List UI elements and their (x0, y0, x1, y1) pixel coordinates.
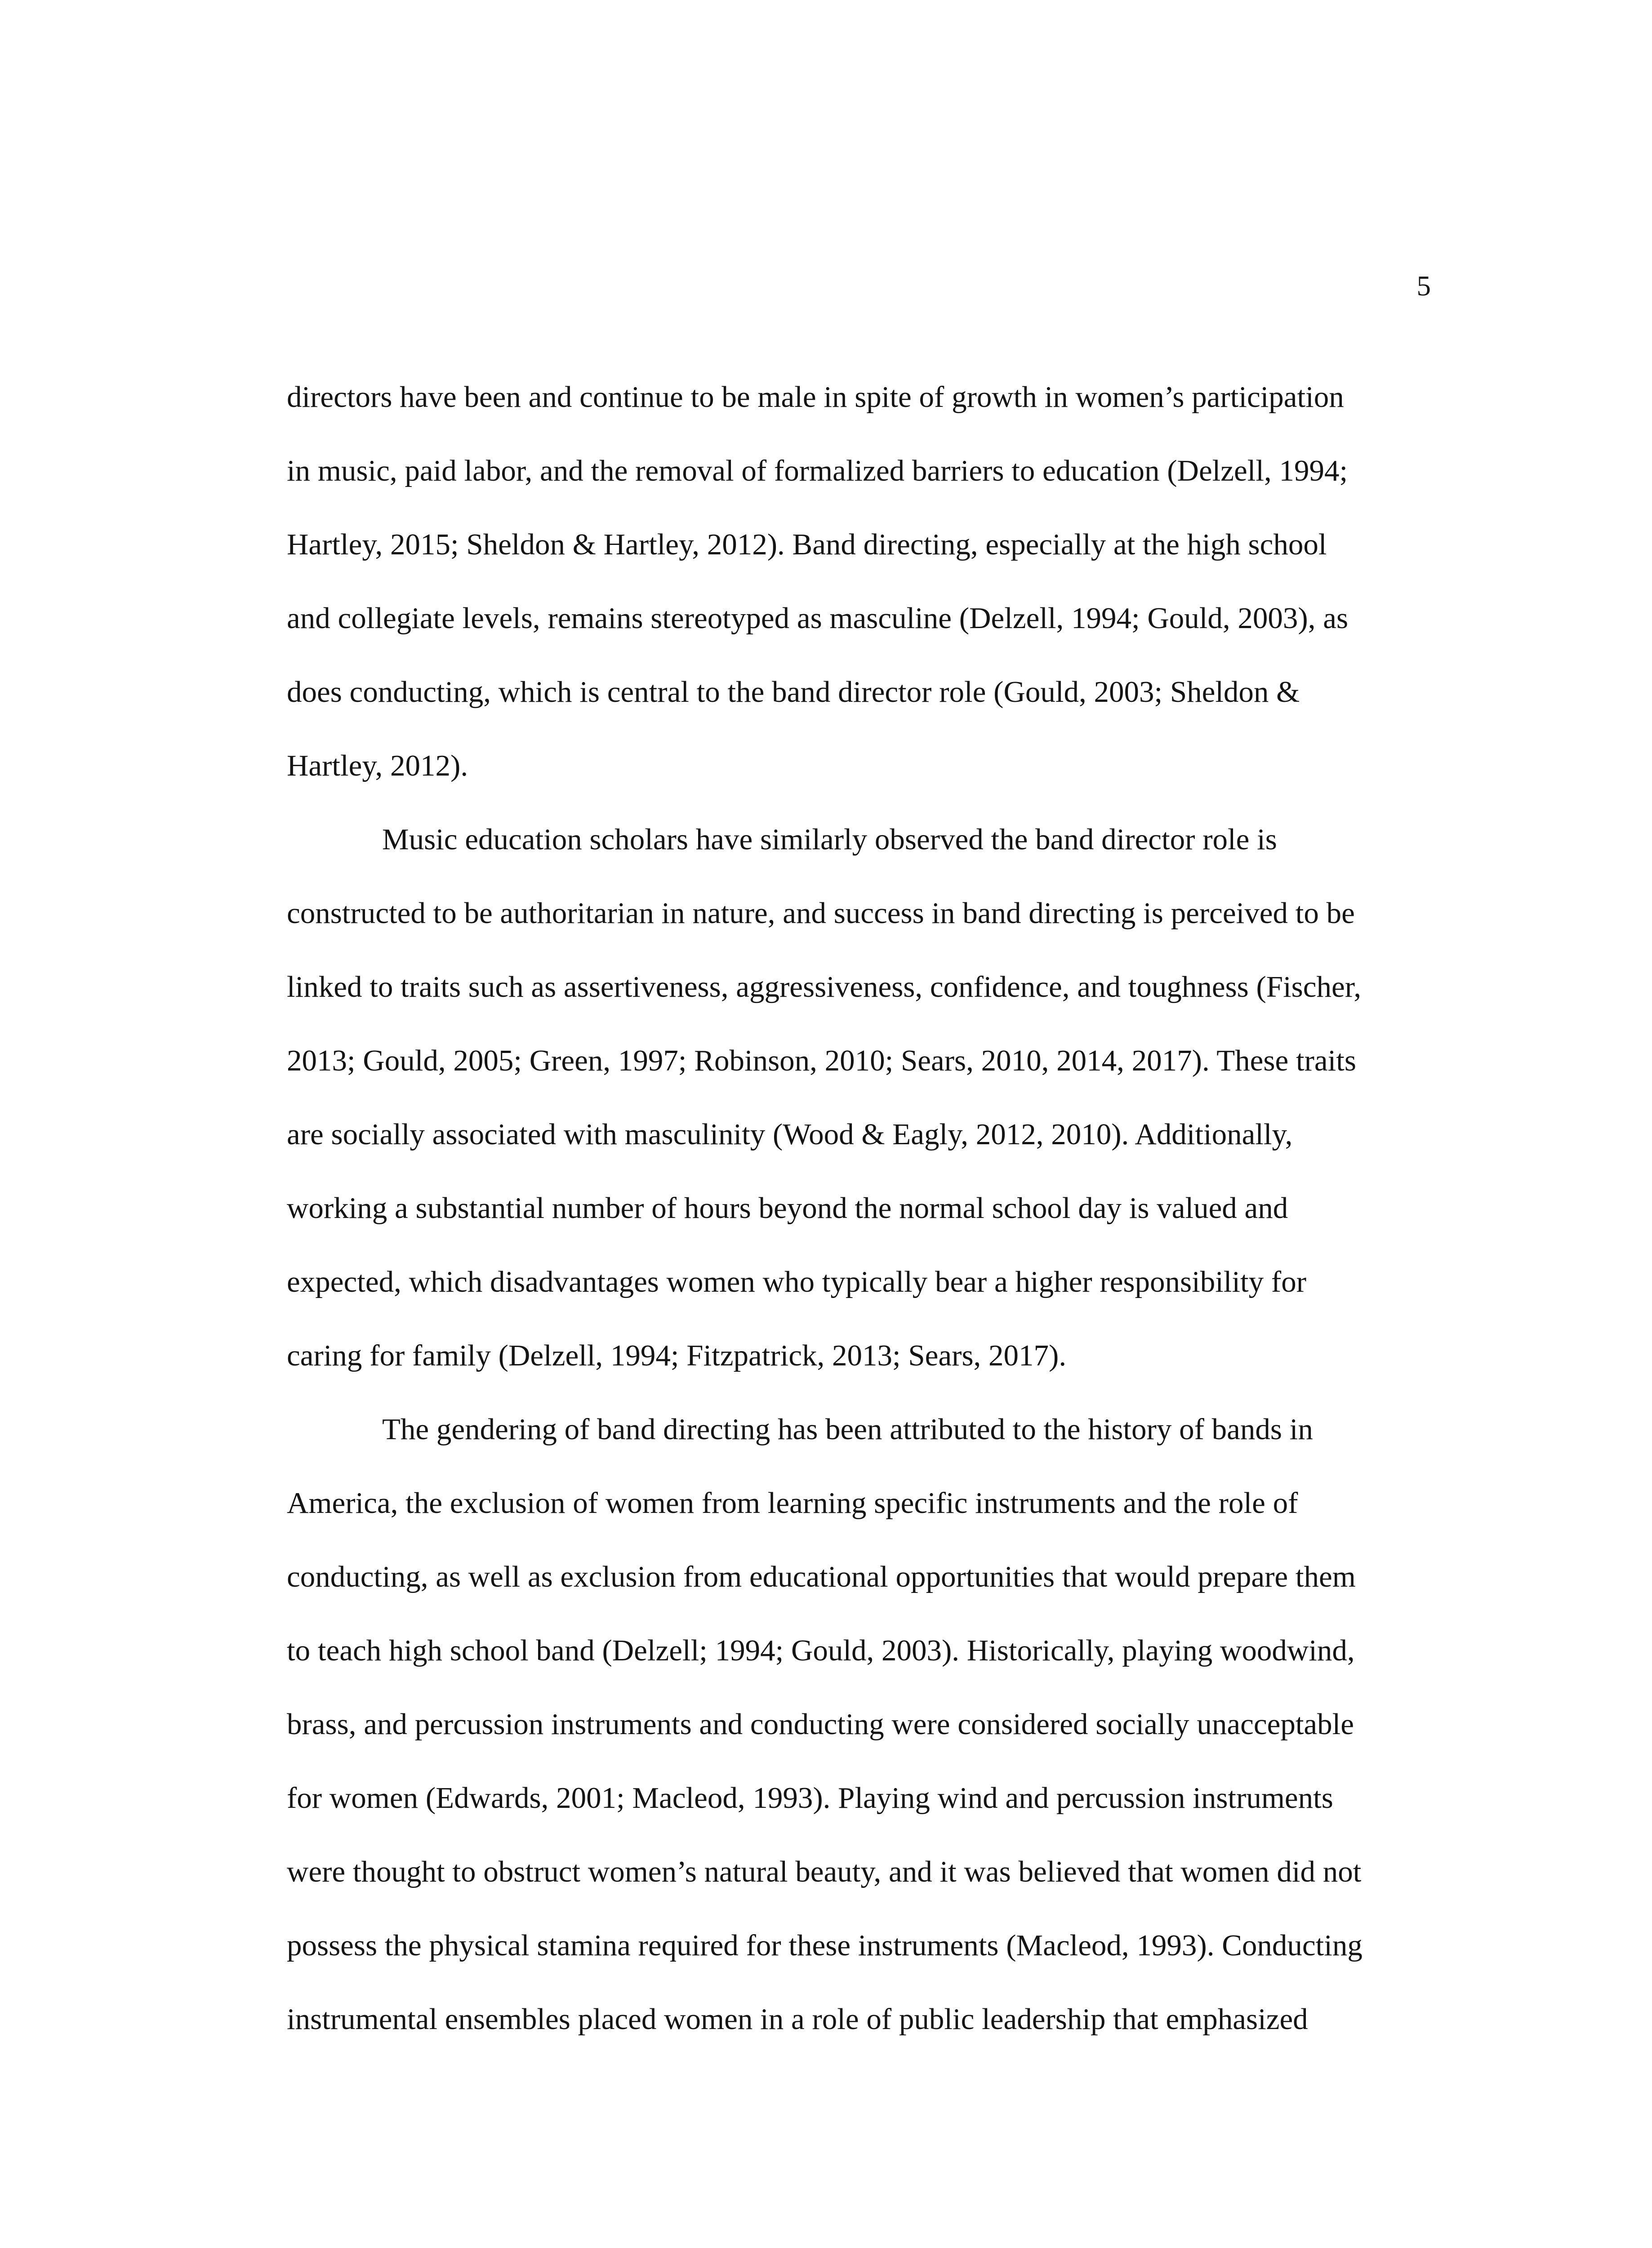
text-line: are socially associated with masculinity (Wood & Eagly, 2012, 2010). Additionally, (287, 1118, 1293, 1151)
body-text (287, 360, 1429, 2056)
text-line: directors have been and continue to be male in spite of growth in women’s participation (287, 380, 1344, 414)
text-line: brass, and percussion instruments and conducting were considered socially unacceptable (287, 1708, 1354, 1741)
text-line: were thought to obstruct women’s natural beauty, and it was believed that women did not (287, 1855, 1362, 1888)
text-line: Music education scholars have similarly observed the band director role is (382, 823, 1277, 856)
text-line: to teach high school band (Delzell; 1994; Gould, 2003). Historically, playing woodwind, (287, 1634, 1355, 1667)
text-line: linked to traits such as assertiveness, aggressiveness, confidence, and toughness (Fischer, (287, 970, 1362, 1004)
text-line: expected, which disadvantages women who typically bear a higher responsibility for (287, 1265, 1307, 1298)
text-line: America, the exclusion of women from learning specific instruments and the role of (287, 1486, 1298, 1520)
text-line: Hartley, 2012). (287, 749, 468, 782)
text-line: in music, paid labor, and the removal of formalized barriers to education (Delzell, 1994; (287, 454, 1348, 487)
text-line: constructed to be authoritarian in nature, and success in band directing is perceived to be (287, 897, 1355, 930)
text-line: Hartley, 2015; Sheldon & Hartley, 2012). Band directing, especially at the high school (287, 528, 1327, 561)
page-number: 5 (1416, 270, 1431, 302)
text-line: instrumental ensembles placed women in a role of public leadership that emphasized (287, 2003, 1308, 2036)
text-line: possess the physical stamina required for these instruments (Macleod, 1993). Conducting (287, 1929, 1363, 1962)
text-line: for women (Edwards, 2001; Macleod, 1993). Playing wind and percussion instruments (287, 1781, 1333, 1815)
text-line: does conducting, which is central to the band director role (Gould, 2003; Sheldon & (287, 675, 1300, 709)
text-line: The gendering of band directing has been attributed to the history of bands in (382, 1413, 1313, 1446)
text-line: 2013; Gould, 2005; Green, 1997; Robinson, 2010; Sears, 2010, 2014, 2017). These traits (287, 1044, 1356, 1077)
text-line: and collegiate levels, remains stereotyped as masculine (Delzell, 1994; Gould, 2003), as (287, 602, 1349, 635)
text-line: conducting, as well as exclusion from educational opportunities that would prepare them (287, 1560, 1356, 1593)
text-line: caring for family (Delzell, 1994; Fitzpatrick, 2013; Sears, 2017). (287, 1339, 1067, 1372)
text-line: working a substantial number of hours beyond the normal school day is valued and (287, 1191, 1288, 1225)
